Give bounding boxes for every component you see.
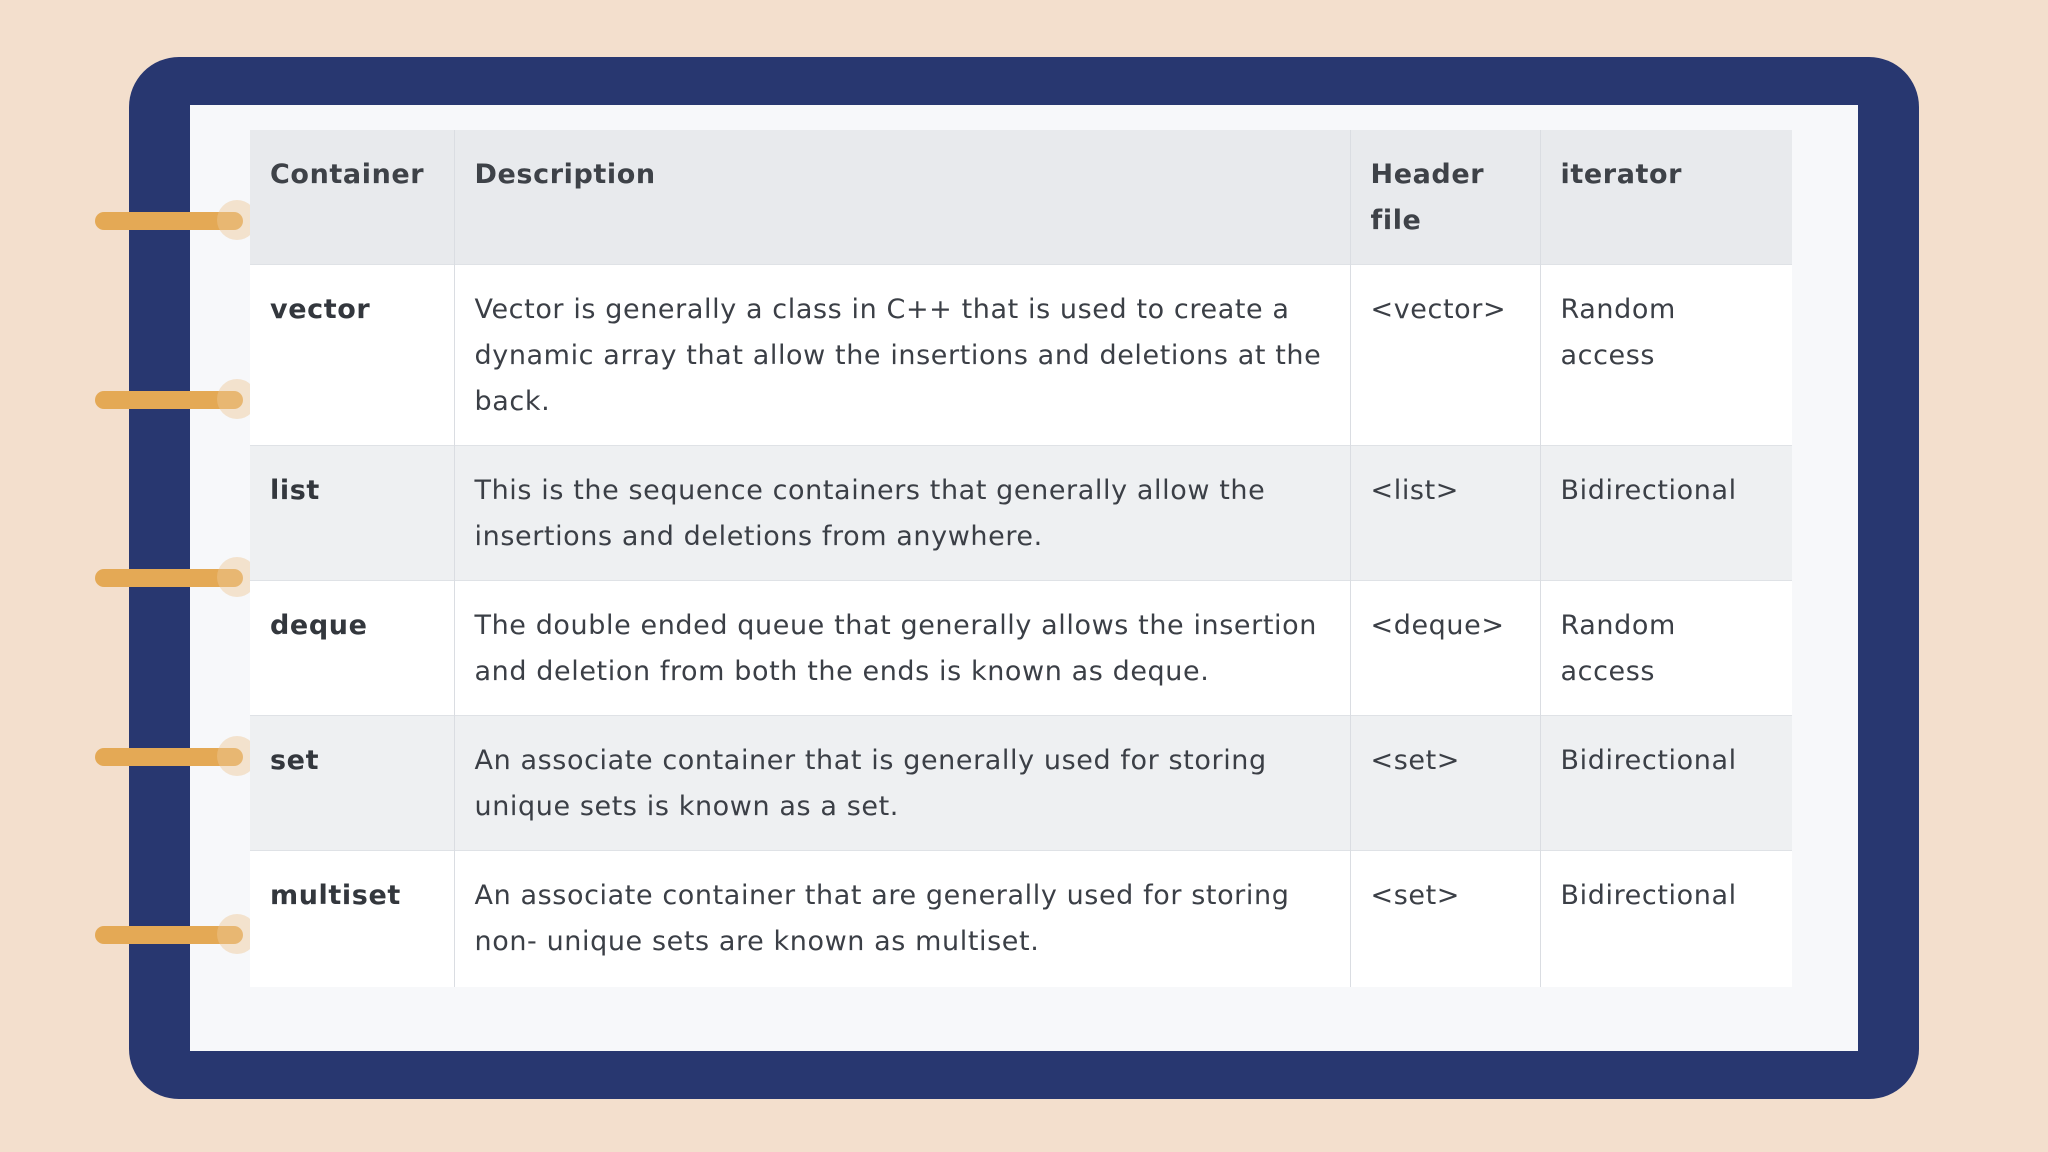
- containers-table: [250, 130, 1792, 987]
- container-description: The double ended queue that generally allows the insertion and deletion from both the ends is known as deque.: [454, 581, 1350, 716]
- table-row: [250, 446, 1792, 581]
- container-iterator: Bidirectional: [1560, 475, 1737, 506]
- table-row: [250, 581, 1792, 716]
- binder-ring: [95, 748, 243, 766]
- container-header: <vector>: [1350, 265, 1540, 446]
- container-header: <deque>: [1350, 581, 1540, 716]
- container-description: This is the sequence containers that generally allow the insertions and deletions from anywhere.: [454, 446, 1350, 581]
- binder-ring: [95, 926, 243, 944]
- container-header: <list>: [1350, 446, 1540, 581]
- header-iterator: iterator: [1560, 159, 1683, 190]
- table-row: [250, 716, 1792, 851]
- table-row: [250, 851, 1792, 988]
- binder-ring: [95, 569, 243, 587]
- container-iterator: Bidirectional: [1560, 745, 1737, 776]
- container-header: <set>: [1350, 851, 1540, 988]
- container-name: deque: [250, 581, 454, 716]
- container-iterator: Random access: [1560, 294, 1676, 371]
- container-header: <set>: [1350, 716, 1540, 851]
- binder-ring: [95, 391, 243, 409]
- container-name: set: [250, 716, 454, 851]
- header-description: Description: [454, 130, 1350, 265]
- table-row: [250, 265, 1792, 446]
- container-description: An associate container that are generally used for storing non- unique sets are known as multiset.: [454, 851, 1350, 988]
- container-name: vector: [250, 265, 454, 446]
- header-container: Container: [250, 130, 454, 265]
- container-description: An associate container that is generally used for storing unique sets is known as a set.: [454, 716, 1350, 851]
- header-header-file: Header file: [1350, 130, 1540, 265]
- binder-ring: [95, 212, 243, 230]
- container-name: multiset: [250, 851, 454, 988]
- container-iterator: Random access: [1560, 610, 1676, 687]
- container-description: Vector is generally a class in C++ that is used to create a dynamic array that allow the insertions and deletions at the back.: [454, 265, 1350, 446]
- container-name: list: [250, 446, 454, 581]
- table-header-row: [250, 130, 1792, 265]
- container-iterator: Bidirectional: [1560, 880, 1737, 911]
